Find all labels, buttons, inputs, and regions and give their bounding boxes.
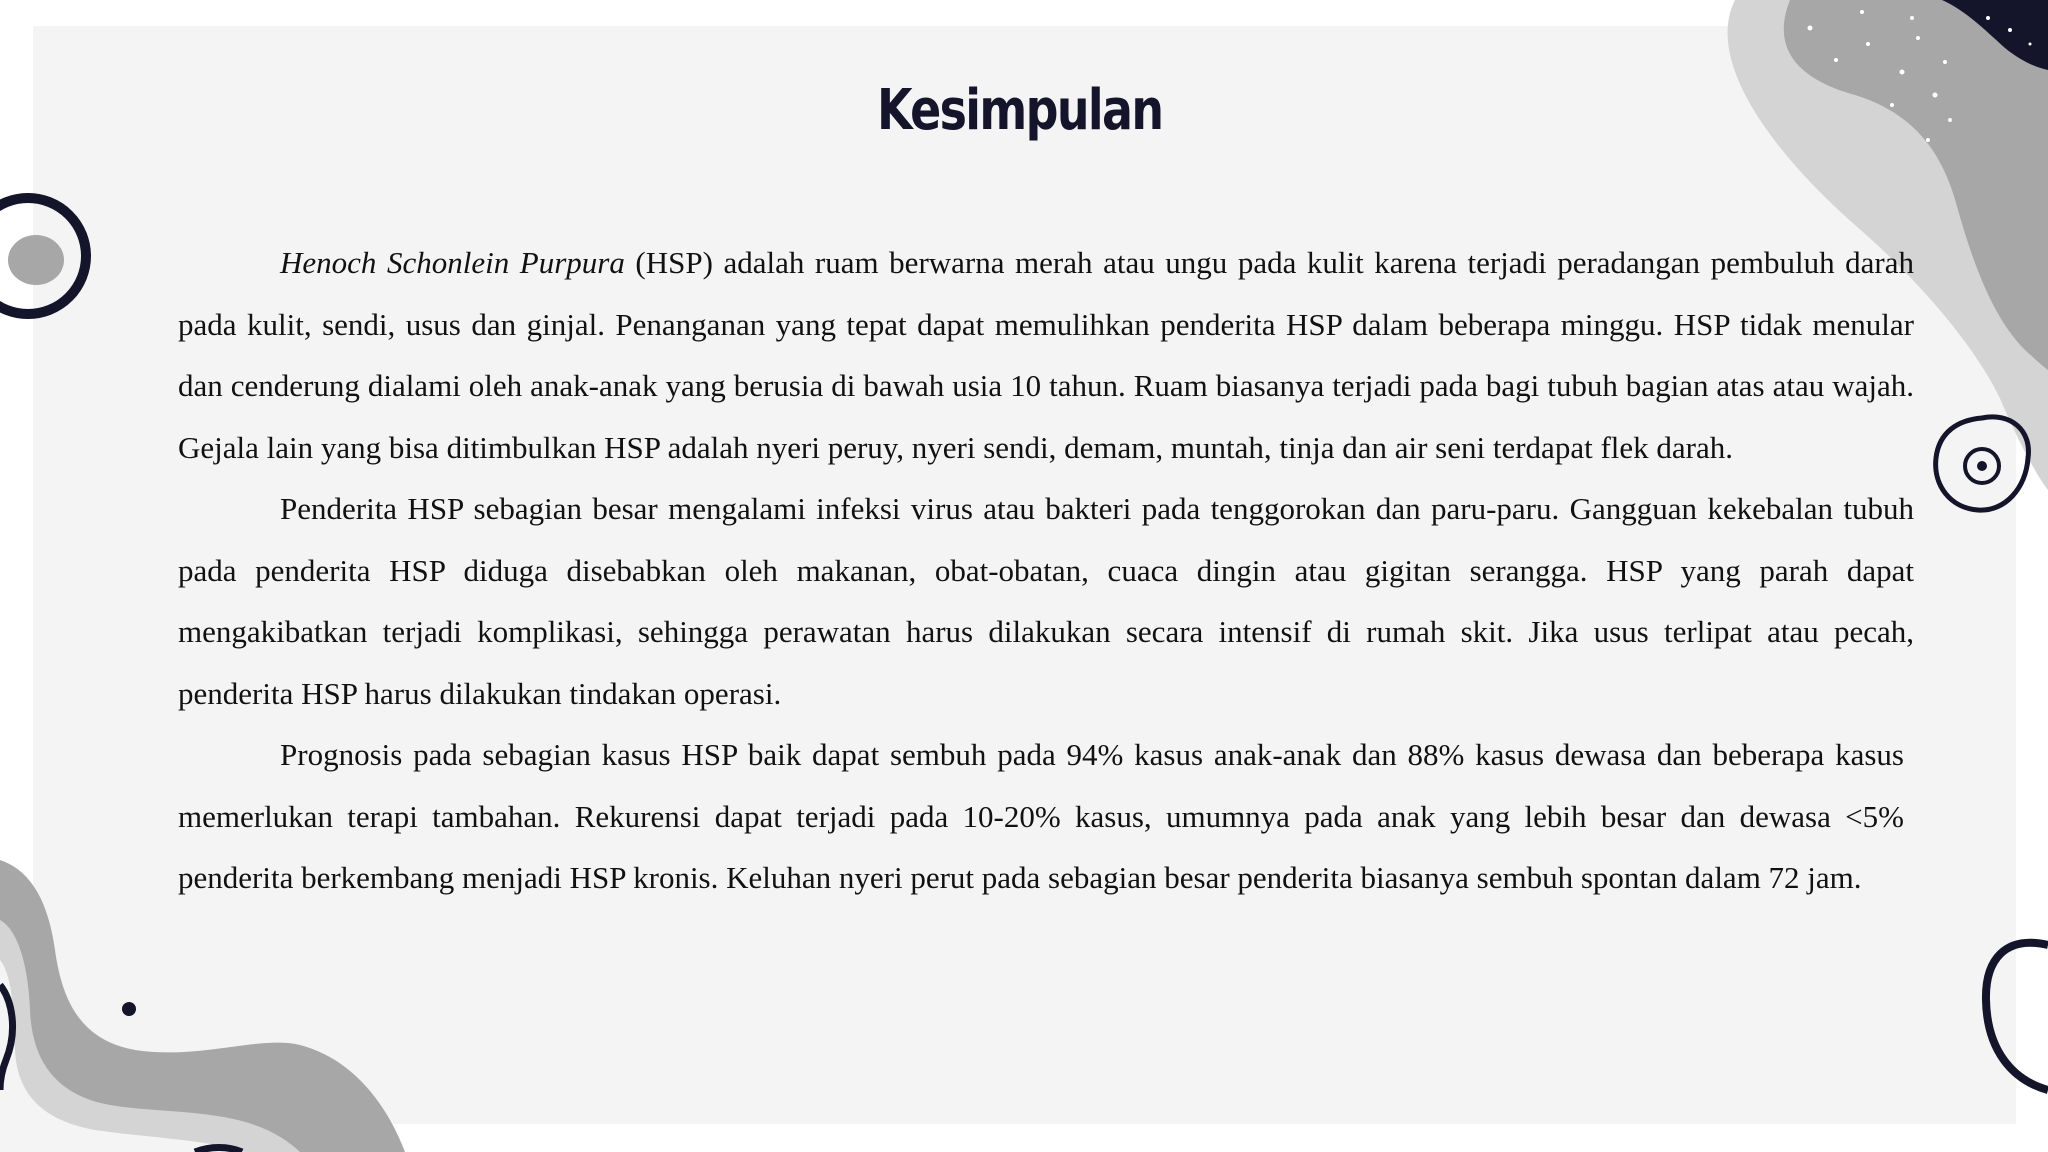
small-dot bbox=[122, 1002, 136, 1016]
body-text bbox=[178, 232, 1914, 909]
paragraph-1-text: (HSP) adalah ruam berwarna merah atau ungu pada kulit karena terjadi peradangan pembuluh darah pada kulit, sendi, usus dan ginjal. Penanganan yang tepat dapat memulihkan penderita HSP dalam beberapa minggu. HSP tidak menular dan cenderung dialami oleh anak-anak yang berusia di bawah usia 10 tahun. Ruam biasanya terjadi pada bagi tubuh bagian atas atau wajah. Gejala lain yang bisa ditimbulkan HSP adalah nyeri peruy, nyeri sendi, demam, muntah, tinja dan air seni terdapat flek darah. bbox=[178, 245, 1915, 465]
paragraph-3: Prognosis pada sebagian kasus HSP baik dapat sembuh pada 94% kasus anak-anak dan 88% kasus dewasa dan beberapa kasus memerlukan terapi tambahan. Rekurensi dapat terjadi pada 10-20% kasus, umumnya pada anak yang lebih besar dan dewasa <5% penderita berkembang menjadi HSP kronis. Keluhan nyeri perut pada sebagian besar penderita biasanya sembuh spontan dalam 72 jam. bbox=[178, 737, 1904, 895]
paragraph-1 bbox=[178, 232, 1914, 478]
paragraph-2: Penderita HSP sebagian besar mengalami infeksi virus atau bakteri pada tenggorokan dan paru-paru. Gangguan kekebalan tubuh pada penderita HSP diduga disebabkan oleh makanan, obat-obatan, cuaca dingin atau gigitan serangga. HSP yang parah dapat mengakibatkan terjadi komplikasi, sehingga perawatan harus dilakukan secara intensif di rumah skit. Jika usus terlipat atau pecah, penderita HSP harus dilakukan tindakan operasi. bbox=[178, 491, 1914, 711]
paragraph-1-italic: Henoch Schonlein Purpura bbox=[280, 245, 625, 280]
page-title: Kesimpulan bbox=[876, 78, 1163, 143]
left-ring-blob bbox=[8, 235, 64, 285]
dark-arc-bottom-right bbox=[1986, 943, 2048, 1090]
right-target-ring-dot bbox=[1977, 461, 1987, 471]
